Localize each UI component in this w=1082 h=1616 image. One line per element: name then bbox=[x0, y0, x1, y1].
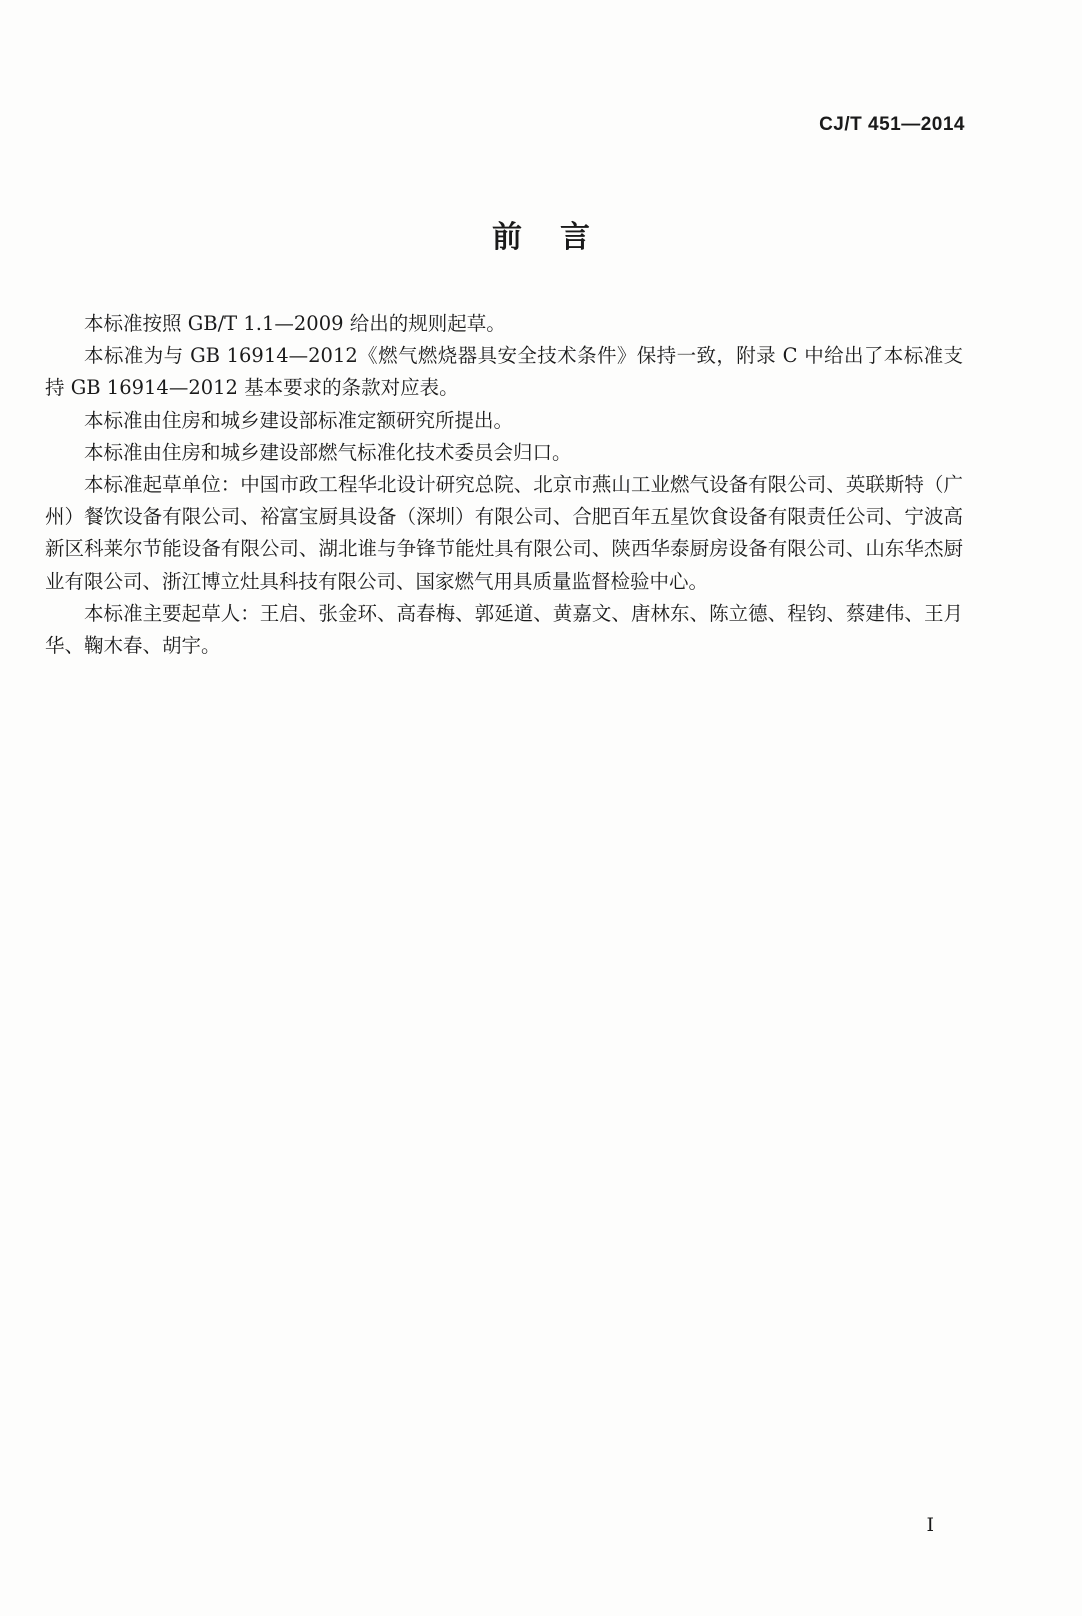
foreword-body bbox=[45, 308, 963, 662]
paragraph-drafting-rules: 本标准按照 GB/T 1.1—2009 给出的规则起草。 bbox=[84, 312, 506, 335]
paragraph-drafters: 本标准主要起草人：王启、张金环、高春梅、郭延道、黄嘉文、唐林东、陈立德、程钧、蔡建伟、王月华、鞠木春、胡宇。 bbox=[45, 601, 963, 658]
page-number: I bbox=[926, 1514, 934, 1536]
paragraph-consistency: 本标准为与 GB 16914—2012《燃气燃烧器具安全技术条件》保持一致，附录 C 中给出了本标准支持 GB 16914—2012 基本要求的条款对应表。 bbox=[45, 344, 963, 400]
page-title: 前言 bbox=[492, 220, 628, 255]
document-code: CJ/T 451—2014 bbox=[819, 114, 965, 135]
paragraph-drafting-units: 本标准起草单位：中国市政工程华北设计研究总院、北京市燕山工业燃气设备有限公司、英联斯特（广州）餐饮设备有限公司、裕富宝厨具设备（深圳）有限公司、合肥百年五星饮食设备有限责任公司、宁波高新区科莱尔节能设备有限公司、湖北谁与争锋节能灶具有限公司、陕西华泰厨房设备有限公司、山东华杰厨业有限公司、浙江博立灶具科技有限公司、国家燃气用具质量监督检验中心。 bbox=[45, 473, 963, 593]
paragraph-proposed-by: 本标准由住房和城乡建设部标准定额研究所提出。 bbox=[84, 408, 514, 432]
paragraph-administered-by: 本标准由住房和城乡建设部燃气标准化技术委员会归口。 bbox=[84, 440, 572, 464]
